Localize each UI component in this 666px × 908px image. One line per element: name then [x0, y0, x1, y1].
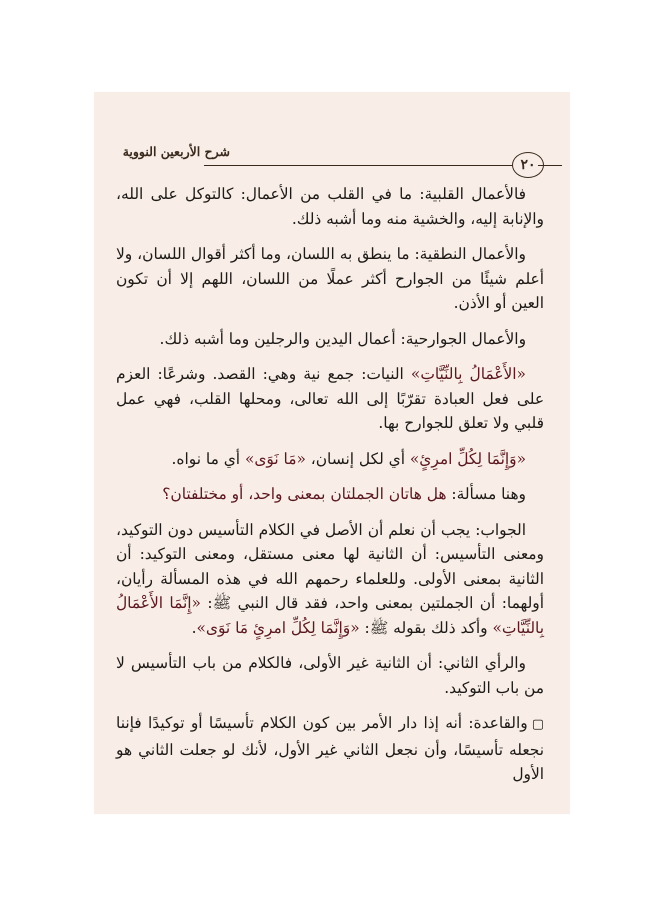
- page-number: ٢٠: [512, 152, 544, 178]
- hadith-quote-2: «مَا نَوَى»: [244, 449, 306, 468]
- paragraph-heart-deeds: [116, 182, 544, 231]
- hadith-quote: «وَإِنَّمَا لِكُلِّ امرِئٍ»: [409, 449, 526, 468]
- question-text: هل هاتان الجملتان بمعنى واحد، أو مختلفتان؟: [162, 485, 447, 503]
- hadith-quote-2: «وَإِنَّمَا لِكُلِّ امرِئٍ مَا نَوَى»: [196, 618, 360, 637]
- paragraph-text: النيات: جمع نية وهي: القصد. وشرعًا: العزم على فعل العبادة تقرّبًا إلى الله تعالى، ومحلها القلب، فهي عمل قلبي ولا تعلق للجوارح بها.: [116, 365, 544, 432]
- section-marker-icon: ▢: [531, 717, 544, 732]
- paragraph-text: والأعمال النطقية: ما ينطق به اللسان، وما أكثر أقوال اللسان، ولا أعلم شيئًا من الجوارح أكثر عملًا من اللسان، اللهم إلا أن تكون العين أو الأذن.: [116, 245, 544, 312]
- paragraph-text: والقاعدة: أنه إذا دار الأمر بين كون الكلام تأسيسًا أو توكيدًا فإننا نجعله تأسيسًا، وأن نجعل الثاني غير الأول، لأنك لو جعلت الثاني هو الأول: [116, 714, 544, 783]
- paragraph-text: والرأي الثاني: أن الثانية غير الأولى، فالكلام من باب التأسيس لا من باب التوكيد.: [116, 654, 544, 697]
- book-page: [94, 92, 570, 814]
- paragraph-text-3: .: [191, 618, 197, 637]
- paragraph-text: أي لكل إنسان،: [305, 449, 410, 468]
- paragraph-rule: [116, 711, 544, 787]
- body-text: [116, 182, 544, 798]
- paragraph-limb-deeds: [116, 327, 544, 352]
- paragraph-text: والأعمال الجوارحية: أعمال اليدين والرجلين وما أشبه ذلك.: [159, 329, 526, 348]
- paragraph-intentions: [116, 362, 544, 436]
- paragraph-speech-deeds: [116, 242, 544, 316]
- header-tick: [538, 165, 562, 166]
- paragraph-every-person: [116, 447, 544, 472]
- paragraph-text-2: أي ما نواه.: [171, 449, 245, 468]
- header-rule: [204, 165, 514, 166]
- paragraph-text-2: وأكد ذلك بقوله ﷺ:: [359, 618, 493, 637]
- paragraph-text: فالأعمال القلبية: ما في القلب من الأعمال: كالتوكل على الله، والإنابة إليه، والخشية منه وما أشبه ذلك.: [116, 185, 544, 228]
- paragraph-second-opinion: [116, 651, 544, 700]
- question-lead: وهنا مسألة:: [446, 485, 526, 503]
- page-header: [94, 92, 570, 172]
- running-title: شرح الأربعين النووية: [122, 144, 230, 159]
- hadith-quote: «الأَعْمَالُ بِالنِّيَّاتِ»: [410, 365, 526, 383]
- paragraph-answer: [116, 518, 544, 641]
- paragraph-text: الجواب: يجب أن نعلم أن الأصل في الكلام التأسيس دون التوكيد، ومعنى التأسيس: أن الثانية لها معنى مستقل، ومعنى التوكيد: أن الثانية بمعنى الأولى. وللعلماء رحمهم الله في هذه المسألة رأيان، أولهما: أن الجملتين بمعنى واحد، فقد قال النبي ﷺ:: [116, 520, 544, 612]
- hadith-quote: «إِنَّمَا الأَعْمَالُ بِالنِّيَّاتِ»: [116, 594, 544, 637]
- paragraph-question: [116, 482, 544, 507]
